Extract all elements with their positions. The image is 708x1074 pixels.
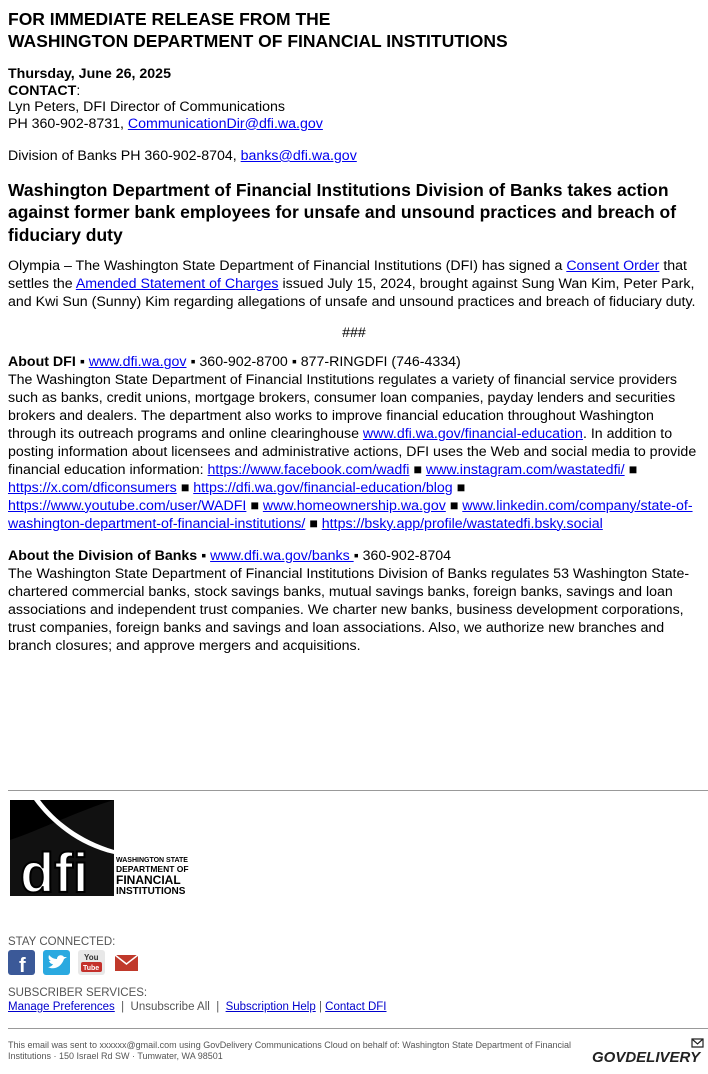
dfi-site-link[interactable]: www.dfi.wa.gov xyxy=(88,354,187,371)
contact-dfi-link[interactable]: Contact DFI xyxy=(325,1001,387,1013)
bullet: ▪ xyxy=(79,354,85,371)
division-email-link[interactable]: banks@dfi.wa.gov xyxy=(240,148,357,164)
youtube-link[interactable]: https://www.youtube.com/user/WADFI xyxy=(8,497,247,514)
about-dfi xyxy=(8,354,700,533)
svg-text:You: You xyxy=(84,953,99,962)
header-line-1: FOR IMMEDIATE RELEASE FROM THE xyxy=(8,9,331,29)
facebook-icon[interactable] xyxy=(8,950,35,975)
release-header xyxy=(8,8,700,52)
body-text-3: issued July 15, 2024, brought against Sung Wan Kim, Peter Park, and Kwi Sun (Sunny) Kim regarding allegations of unsafe and unsound practices and breach of fiduciary duty. xyxy=(8,275,696,310)
bullet: ▪ xyxy=(190,354,196,371)
logo-line-1: WASHINGTON STATE xyxy=(116,857,188,864)
about-dfi-text-2: . In addition to posting information about licensees and administrative actions, DFI uses the Web and social media to provide financial education information: xyxy=(8,426,697,478)
banks-site-link[interactable]: www.dfi.wa.gov/banks xyxy=(210,548,354,565)
bullet: ▪ xyxy=(291,354,297,371)
govdelivery-logo xyxy=(592,1036,704,1066)
body-text-1: Olympia – The Washington State Department of Financial Institutions (DFI) has signed a xyxy=(8,258,567,274)
separator: ■ xyxy=(180,479,190,496)
division-contact xyxy=(8,148,700,165)
banks-phone: 360-902-8704 xyxy=(362,548,451,565)
blog-link[interactable]: https://dfi.wa.gov/financial-education/blog xyxy=(193,479,453,496)
dfi-phone: 360-902-8700 xyxy=(199,354,288,371)
x-link[interactable]: https://x.com/dficonsumers xyxy=(8,479,177,496)
divider-bar: | xyxy=(121,1001,125,1013)
logo-letters: dfi xyxy=(20,841,89,904)
release-title: Washington Department of Financial Institutions Division of Banks takes action against former bank employees for unsafe and unsound practices and breach of fiduciary duty xyxy=(8,179,677,245)
email-icon[interactable] xyxy=(113,950,140,975)
manage-preferences-link[interactable]: Manage Preferences xyxy=(8,1001,115,1013)
twitter-icon[interactable] xyxy=(43,950,70,975)
separator: ■ xyxy=(449,497,459,514)
divider-bar: | xyxy=(318,1001,322,1013)
divider-bar: | xyxy=(216,1001,220,1013)
bullet: ▪ xyxy=(201,548,207,565)
separator: ■ xyxy=(413,461,422,478)
body-text-2: that settles the xyxy=(8,258,687,292)
subscriber-links xyxy=(8,1001,387,1013)
separator: ■ xyxy=(250,497,259,514)
subscription-help-link[interactable]: Subscription Help xyxy=(225,1001,316,1013)
logo-line-2: DEPARTMENT OF xyxy=(116,864,189,874)
division-phone: Division of Banks PH 360-902-8704, xyxy=(8,148,241,164)
release-body xyxy=(8,258,700,311)
about-banks-heading: About the Division of Banks xyxy=(8,548,198,565)
consent-order-link[interactable]: Consent Order xyxy=(566,258,660,274)
youtube-icon[interactable] xyxy=(78,950,105,975)
bluesky-link[interactable]: https://bsky.app/profile/wastatedfi.bsky.social xyxy=(321,515,603,532)
contact-block: Thursday, June 26, 2025 CONTACT: Lyn Peters, DFI Director of Communications PH 360-902-8731, CommunicationDir@dfi.wa.gov xyxy=(8,66,323,132)
footer-divider xyxy=(8,1028,708,1029)
release-date: Thursday, June 26, 2025 xyxy=(8,66,171,82)
about-dfi-text-1: The Washington State Department of Financial Institutions regulates a variety of financial service providers such as banks, credit unions, mortgage brokers, consumer loan companies, payday lenders and securities brokers and dealers. The department also works to improve financial education throughout Washington through its outreach programs and online clearinghouse xyxy=(8,372,677,443)
stay-connected-label: STAY CONNECTED: xyxy=(8,936,116,948)
subscriber-services-label: SUBSCRIBER SERVICES: xyxy=(8,987,148,999)
instagram-link[interactable]: www.instagram.com/wastatedfi/ xyxy=(425,461,625,478)
amended-charges-link[interactable]: Amended Statement of Charges xyxy=(75,275,279,292)
facebook-link[interactable]: https://www.facebook.com/wadfi xyxy=(207,461,410,478)
contact-name: Lyn Peters, DFI Director of Communications xyxy=(8,99,286,115)
separator: ■ xyxy=(309,515,318,532)
footer-text: This email was sent to xxxxxx@gmail.com using GovDelivery Communications Cloud on behalf of: Washington State Department of Financial Institutions · 150 Israel Rd SW · Tumwater, WA 98501 xyxy=(8,1040,572,1061)
contact-label: CONTACT xyxy=(8,82,77,99)
financial-education-link[interactable]: www.dfi.wa.gov/financial-education xyxy=(362,426,583,443)
about-banks xyxy=(8,548,700,655)
linkedin-link[interactable]: www.linkedin.com/company/state-of-washington-department-of-financial-institutions/ xyxy=(8,497,693,532)
logo-line-4: INSTITUTIONS xyxy=(116,886,186,897)
header-line-2: WASHINGTON DEPARTMENT OF FINANCIAL INSTITUTIONS xyxy=(8,31,508,51)
separator: ■ xyxy=(456,479,466,496)
social-icons xyxy=(8,950,140,975)
govdelivery-brand: GOVDELIVERY xyxy=(592,1049,701,1066)
about-dfi-heading: About DFI xyxy=(8,354,76,371)
svg-text:f: f xyxy=(19,955,26,975)
unsubscribe-all[interactable]: Unsubscribe All xyxy=(130,1001,210,1013)
contact-phone: PH 360-902-8731, xyxy=(8,115,128,132)
bullet: ▪ xyxy=(353,548,359,565)
end-marker: ### xyxy=(342,325,366,342)
homeownership-link[interactable]: www.homeownership.wa.gov xyxy=(262,497,446,514)
divider xyxy=(8,790,708,791)
separator: ■ xyxy=(628,461,638,478)
press-release xyxy=(8,8,700,656)
svg-text:Tube: Tube xyxy=(83,965,100,972)
logo-line-3: FINANCIAL xyxy=(116,873,181,887)
contact-email-link[interactable]: CommunicationDir@dfi.wa.gov xyxy=(127,115,323,132)
dfi-logo xyxy=(10,800,206,924)
about-banks-text: The Washington State Department of Financial Institutions Division of Banks regulates 53 Washington State-chartered commercial banks, stock savings banks, mutual savings banks, foreign banks, savings and loan associations and independent trust companies. We charter new banks, business development corporations, trust companies, foreign banks and savings and loan associations. Also, we authorize new branches and branch closures; and approve mergers and acquisitions. xyxy=(8,566,690,654)
dfi-ringdfi-phone: 877-RINGDFI (746-4334) xyxy=(300,354,461,371)
